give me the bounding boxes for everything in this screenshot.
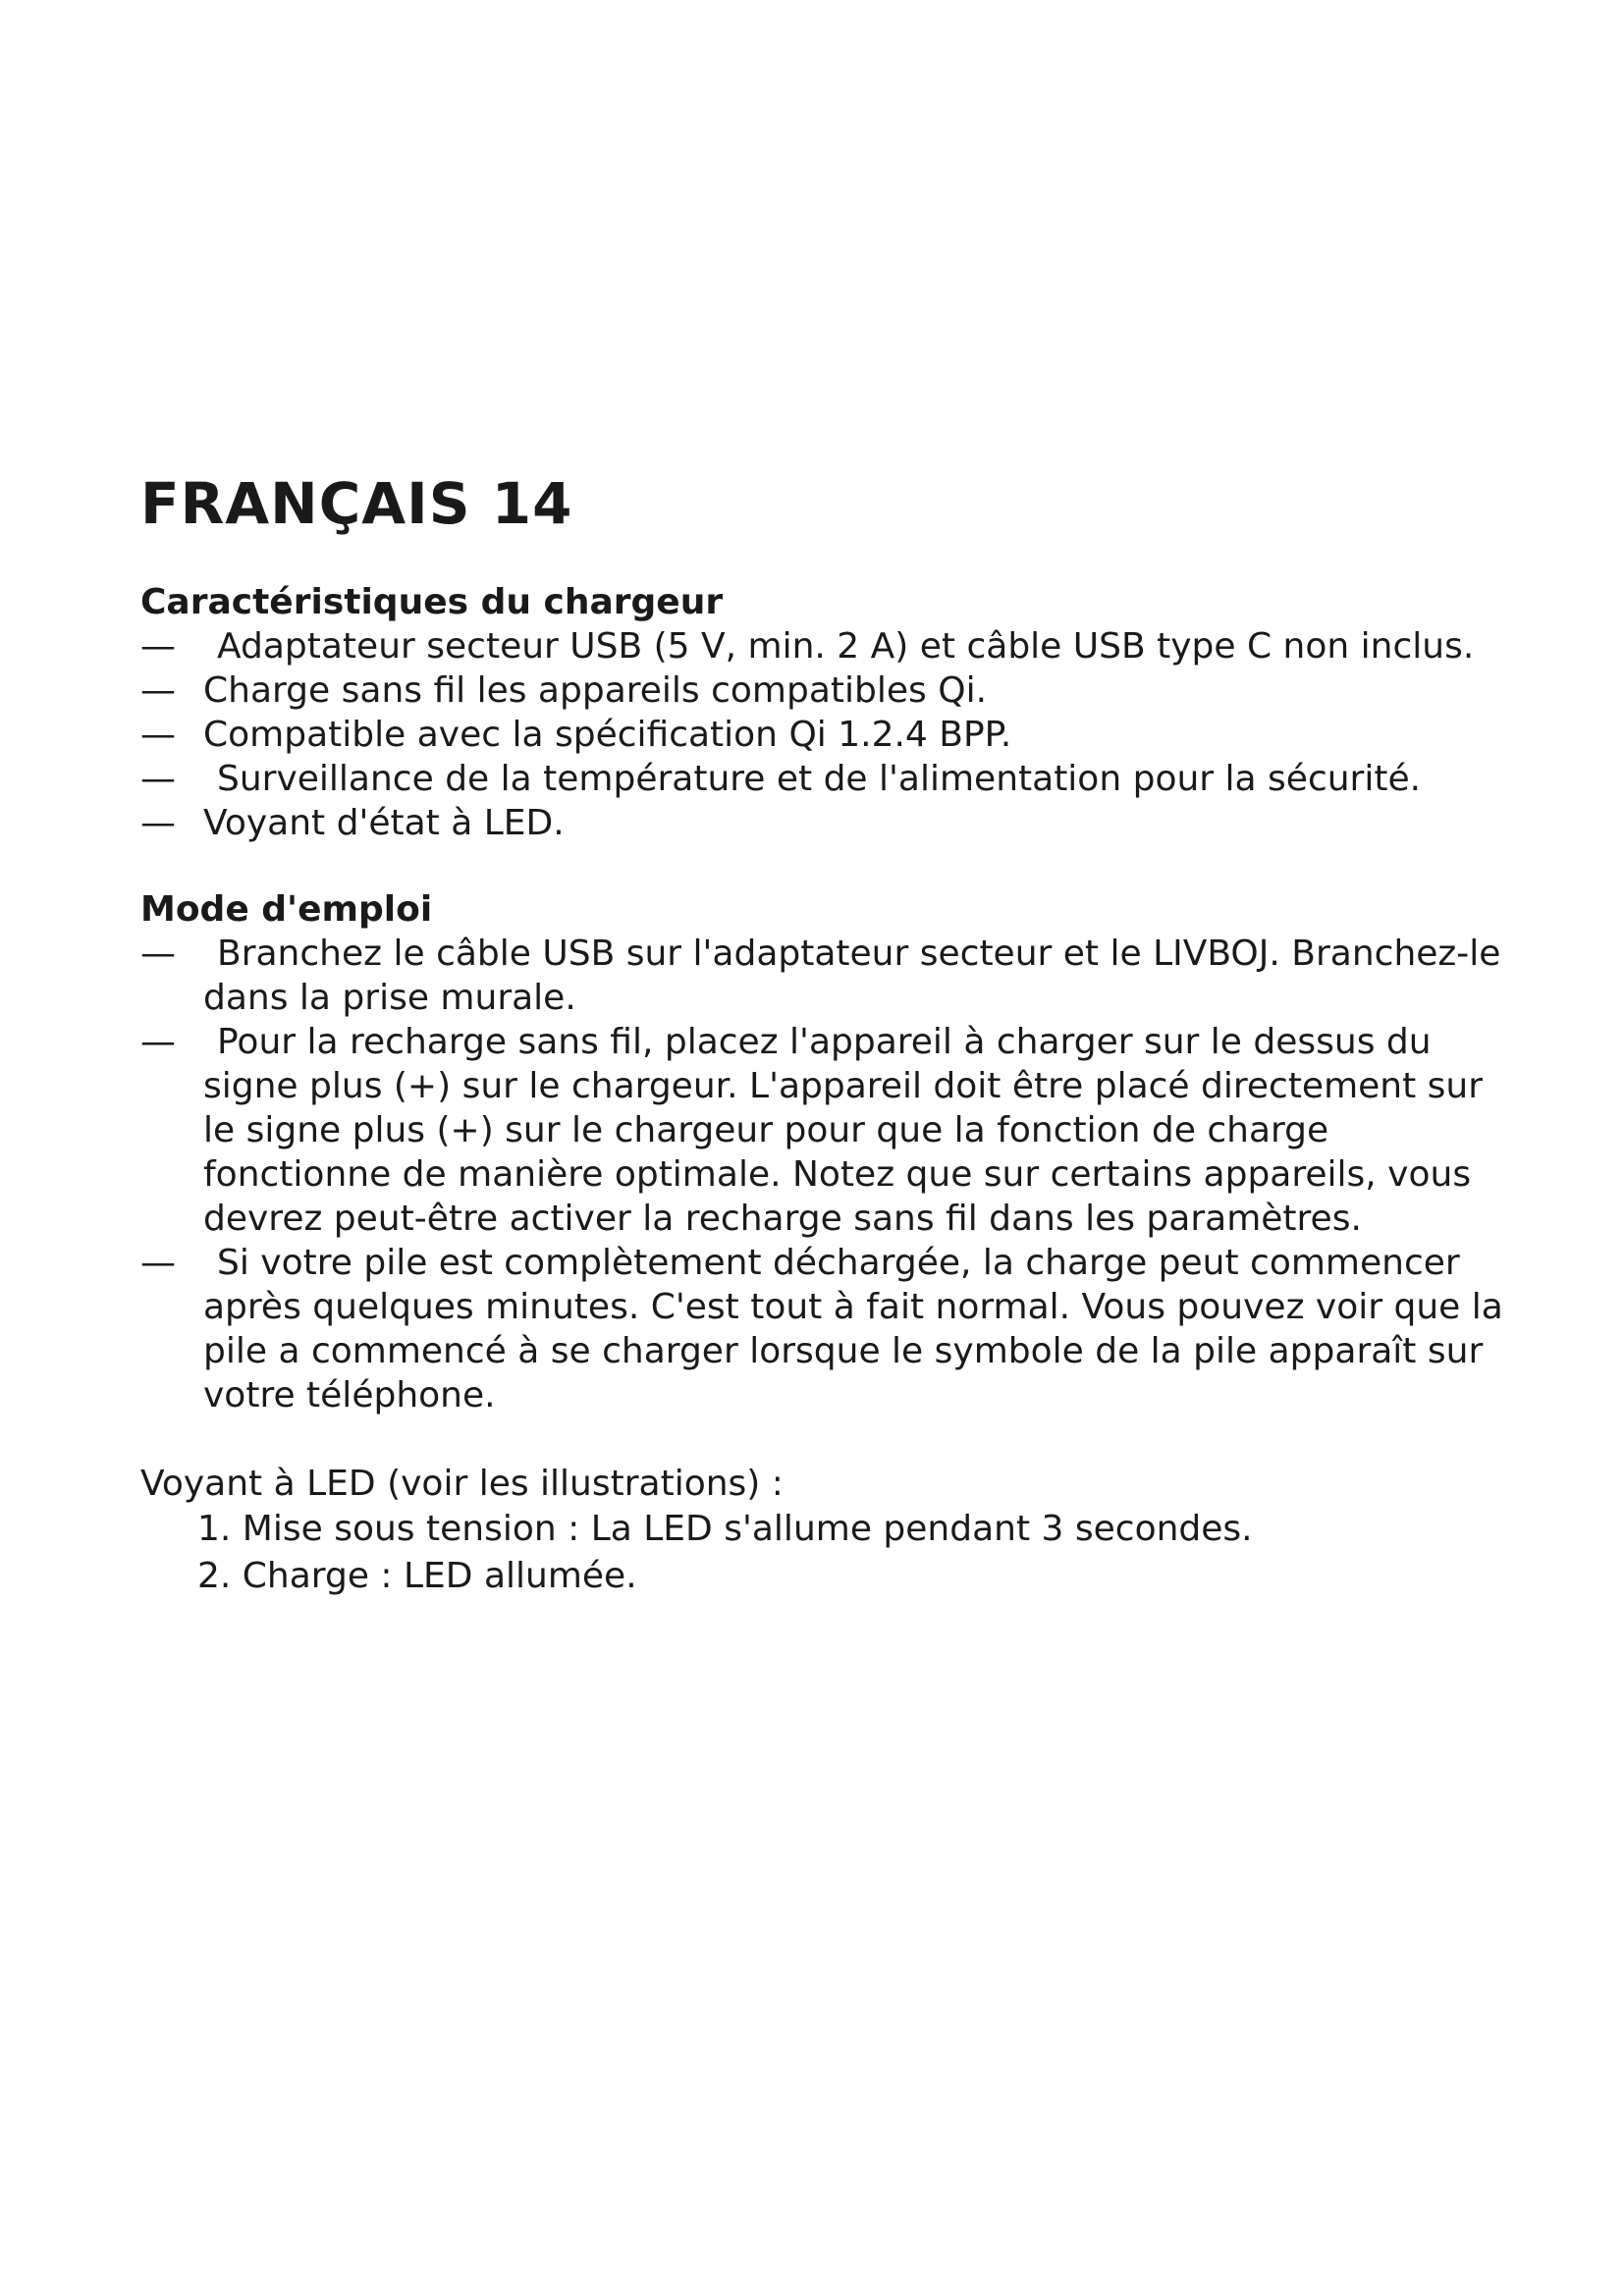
dash-bullet: — [140,670,176,711]
led-list [140,1506,1505,1600]
page-title: FRANÇAIS 14 [140,470,573,537]
features-heading: Caractéristiques du chargeur [140,582,724,622]
list-item-text: Adaptateur secteur USB (5 V, min. 2 A) et câble USB type C non inclus. [217,626,1475,667]
dash-bullet: — [140,759,176,799]
list-item [140,801,1505,845]
dash-bullet: — [140,803,176,843]
list-item [140,1241,1505,1417]
list-item [140,1020,1505,1241]
dash-bullet: — [140,934,176,974]
instructions-heading: Mode d'emploi [140,889,433,930]
list-item [140,713,1505,757]
led-list-item: 2. Charge : LED allumée. [197,1556,637,1596]
led-intro: Voyant à LED (voir les illustrations) : [140,1464,784,1504]
list-item-text: Voyant d'état à LED. [203,803,565,843]
list-item [140,932,1505,1020]
led-list-item: 1. Mise sous tension : La LED s'allume pendant 3 secondes. [197,1509,1253,1549]
list-item [140,668,1505,713]
list-item-text: Pour la recharge sans fil, placez l'appareil à charger sur le dessus du signe plus (+) sur le chargeur. L'appareil doit être placé directement sur le signe plus (+) sur le chargeur pour que la fonction de charge fonctionne de manière optimale. Notez que sur certains appareils, vous devrez peut-être activer la recharge sans fil dans les paramètres. [203,1022,1484,1239]
document-page [140,469,1505,1600]
list-item [140,757,1505,801]
list-item [140,624,1505,668]
list-item-text: Compatible avec la spécification Qi 1.2.4 BPP. [203,715,1012,755]
dash-bullet: — [140,626,176,667]
features-list [140,624,1505,845]
instructions-list [140,932,1505,1417]
list-item-text: Surveillance de la température et de l'alimentation pour la sécurité. [217,759,1422,799]
dash-bullet: — [140,1243,176,1283]
dash-bullet: — [140,715,176,755]
list-item-text: Branchez le câble USB sur l'adaptateur secteur et le LIVBOJ. Branchez-le dans la prise murale. [203,934,1501,1018]
dash-bullet: — [140,1022,176,1062]
list-item-text: Charge sans fil les appareils compatibles Qi. [203,670,988,711]
list-item-text: Si votre pile est complètement déchargée, la charge peut commencer après quelques minutes. C'est tout à fait normal. Vous pouvez voir que la pile a commencé à se charger lorsque le symbole de la pile apparaît sur votre téléphone. [203,1243,1503,1415]
